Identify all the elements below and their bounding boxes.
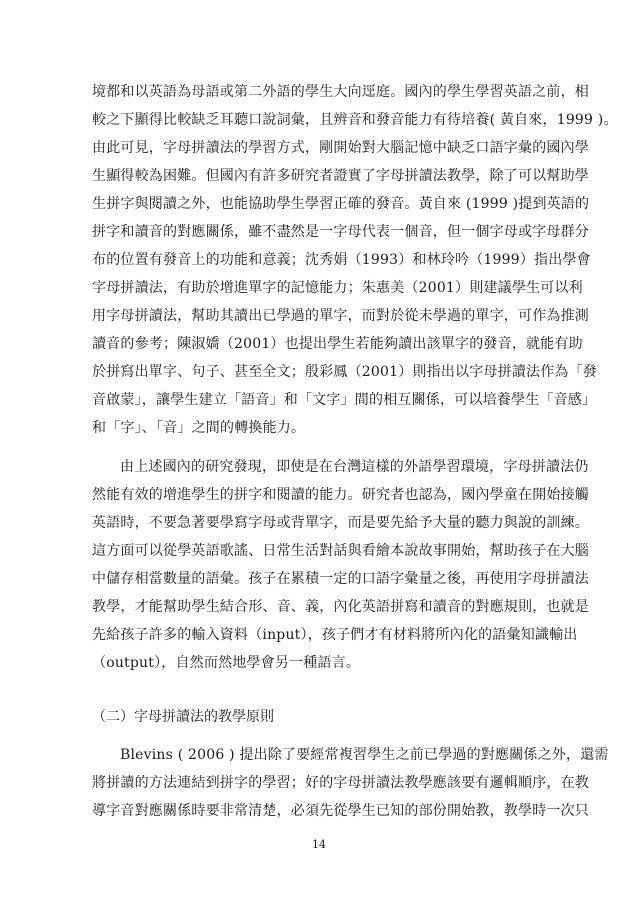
page-number: 14 <box>312 838 326 851</box>
text-line: （output），自然而然地學會另一種語言。 <box>92 655 361 671</box>
text-line: 由上述國內的研究發現，即使是在台灣這樣的外語學習環境，字母拼讀法仍 <box>120 459 589 475</box>
text-line: 生顯得較為困難。但國內有許多研究者證實了字母拼讀法教學，除了可以幫助學 <box>92 168 589 184</box>
text-line: 然能有效的增進學生的拼字和閱讀的能力。研究者也認為，國內學童在開始接觸 <box>92 487 589 503</box>
text-line: 布的位置有發音上的功能和意義；沈秀娟（1993）和林玲吟（1999）指出學會 <box>92 252 591 268</box>
text-line: 導字音對應關係時要非常清楚，必須先從學生已知的部份開始教，教學時一次只 <box>92 803 589 819</box>
text-line: 生拼字與閱讀之外，也能協助學生學習正確的發音。黃自來 (1999 )提到英語的 <box>92 196 590 212</box>
text-line: 音啟蒙」，讓學生建立「語音」和「文字」間的相互關係，可以培養學生「音感」 <box>92 392 597 408</box>
paragraph-2 <box>92 453 589 677</box>
text-line: 這方面可以從學英語歌謠、日常生活對話與看繪本說故事開始，幫助孩子在大腦 <box>92 543 589 559</box>
text-line: 先給孩子許多的輸入資料（input），孩子們才有材料將所內化的語彙知識輸出 <box>92 627 578 643</box>
text-line: 讀音的參考；陳淑嬌（2001）也提出學生若能夠讀出該單字的發音，就能有助 <box>92 336 583 352</box>
text-line: 於拼寫出單字、句子、甚至全文；殷彩鳳（2001）則指出以字母拼讀法作為「發 <box>92 364 598 380</box>
section-heading: （二）字母拼讀法的教學原則 <box>92 709 274 725</box>
text-line: Blevins ( 2006 ) 提出除了要經常複習學生之前已學過的對應關係之外，還需 <box>120 747 609 763</box>
text-line: 用字母拼讀法，幫助其讀出已學過的單字，而對於從未學過的單字，可作為推測 <box>92 308 589 324</box>
text-line: 英語時，不要急著要學寫字母或背單字，而是要先給予大量的聽力與說的訓練。 <box>92 515 589 531</box>
text-line: 教學，才能幫助學生結合形、音、義，內化英語拼寫和讀音的對應規則，也就是 <box>92 599 589 615</box>
text-line: 中儲存相當數量的語彙。孩子在累積一定的口語字彙量之後，再使用字母拼讀法 <box>92 571 589 587</box>
text-line: 和「字」、「音」之間的轉換能力。 <box>92 420 306 436</box>
text-line: 較之下顯得比較缺乏耳聽口說詞彙，且辨音和發音能力有待培養( 黃自來，1999 )。 <box>92 112 618 128</box>
paragraph-1 <box>92 78 618 442</box>
text-line: 境都和以英語為母語或第二外語的學生大向逕庭。國內的學生學習英語之前，相 <box>92 84 589 100</box>
text-line: 拼字和讀音的對應關係，雖不盡然是一字母代表一個音，但一個字母或字母群分 <box>92 224 589 240</box>
text-line: 字母拼讀法，有助於增進單字的記憶能力；朱惠美（2001）則建議學生可以利 <box>92 280 583 296</box>
text-line: 由此可見，字母拼讀法的學習方式，剛開始對大腦記憶中缺乏口語字彙的國內學 <box>92 140 589 156</box>
paragraph-3 <box>92 741 609 825</box>
text-line: 將拼讀的方法連結到拼字的學習；好的字母拼讀法教學應該要有邏輯順序，在教 <box>92 775 589 791</box>
